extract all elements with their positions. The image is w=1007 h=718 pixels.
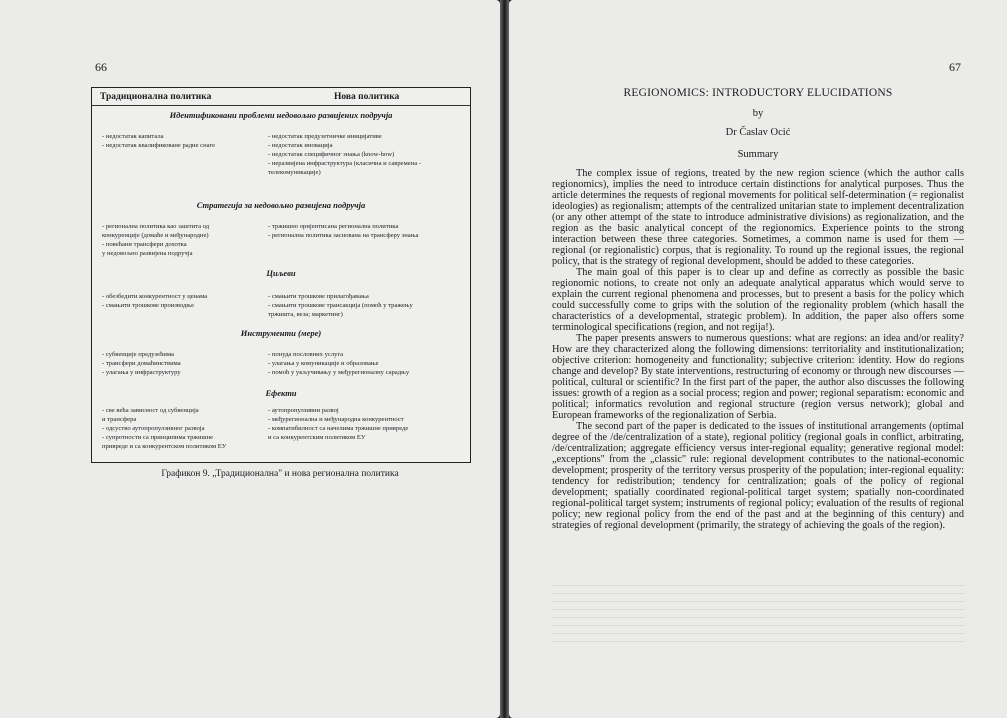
list-item: - смањити трошкове трансакција (помоћ у тражењу <box>268 302 413 309</box>
list-item: - понуда пословних услуга <box>268 351 344 358</box>
paragraph: The complex issue of regions, treated by the new region science (which the author calls regionomics), implies the need to introduce certain distinctions for analytical purposes. Thus the article determines the requests of regional movements for political self-determination (= regionalist ideologies) as regionalism; attempts of the centralized unitarian state to implement decentralization (or any other attempt of the state to introduce administrative divisions) as regionalization, and the region as the basic analytical concept of the regionomics. Experience points to the strong interaction between these three categories. Sometimes, a common name is used for them — regional (or regionalistic) corpus, that is regionality. To round up the regional issues, the regional policy, that is the strategy of regional development, should be added to these categories. <box>552 168 964 267</box>
list-item: - недостатак капитала <box>102 133 164 140</box>
author-name: Dr Časlav Ocić <box>725 127 791 138</box>
section-goals-left <box>102 292 262 310</box>
list-item: - недостатак иновација <box>268 142 333 149</box>
section-effects-left <box>102 406 262 451</box>
left-page <box>0 0 500 718</box>
byline-by: by <box>752 108 764 119</box>
section-instruments-left <box>102 350 262 377</box>
table-header-traditional: Традиционална политика <box>100 92 212 102</box>
list-item: - обезбедити конкурентност у ценама <box>102 293 208 300</box>
caption-text: Графикон 9. „Традиционална" и нова регионална политика <box>161 469 399 479</box>
list-item: - аутопропулзивни развој <box>268 407 339 414</box>
list-item: - повећани трансфери дохотка <box>102 241 187 248</box>
list-item: тржишта, веза; маркетинг) <box>268 311 343 318</box>
section-title-instruments: Инструменти (мере) <box>240 328 322 338</box>
list-item: - недостатак предузетничке иницијативе <box>268 133 382 140</box>
paragraph: The main goal of this paper is to clear up and define as correctly as possible the basic regionomic notions, to create not only an adequate analytical apparatus which would serve to explain the current regional phenomena and processes, but to present a basis for the policy which could successfully come to grips with the solution of the regionality problem (which hasall the characteristics of a developmental, strategic problem). In addition, the paper also offers some terminological specifications (region, and not regija!). <box>552 267 964 333</box>
summary-heading: Summary <box>737 149 779 160</box>
list-item: телекомуникације) <box>268 169 321 176</box>
figure-caption <box>0 469 500 479</box>
list-item: - све већа зависност од субвенција <box>102 407 199 414</box>
list-item: - недостатак квалификоване радне снаге <box>102 142 216 149</box>
section-title-goals: Циљеви <box>266 268 296 278</box>
header-divider <box>92 105 470 106</box>
paragraph: The paper presents answers to numerous questions: what are regions: an idea and/or reality? How are they characterized along the following dimensions: territoriality and institutionalization; objective criterion: homogeneity and functionality; subjective criterion: identity. How do regions change and develop? By state interventions, restructuring of economy or through new discourses — political, cultural or scientific? In the first part of the paper, the author also discusses the following issues: growth of a region as a social process; region and power; regional separatism: economic and political; informatics revolution and regional structure (region versus network); global and European frameworks of the regionalization of Serbia. <box>552 333 964 421</box>
list-item: - међурегионална и међународна конкурентност <box>268 416 404 423</box>
list-item: - смањити трошкове прилагођавања <box>268 293 369 300</box>
section-strategy-right <box>268 222 466 240</box>
article-title: REGIONOMICS: INTRODUCTORY ELUCIDATIONS <box>623 87 893 99</box>
section-title-problems: Идентификовани проблеми недовољно развијених подручја <box>169 110 393 120</box>
comparison-table <box>91 87 471 463</box>
section-effects-right <box>268 406 466 442</box>
list-item: - недостатак специфичног знања (know-how) <box>268 151 395 158</box>
page-number-right: 67 <box>949 60 961 74</box>
list-item: - компатибилност са начелима тржишне привреде <box>268 425 409 432</box>
list-item: и са конкурентским политиком ЕУ <box>268 434 366 441</box>
list-item: - регионална политика заснована на трансферу знања <box>268 232 419 239</box>
page-number-left: 66 <box>95 60 107 74</box>
list-item: - трансфери домаћинствима <box>102 360 181 367</box>
list-item: - смањити трошкове производње <box>102 302 195 309</box>
book-gutter <box>500 0 509 718</box>
list-item: - супротности са принципима тржишне <box>102 434 214 441</box>
section-title-effects: Ефекти <box>265 388 297 398</box>
list-item: - одсуство аутопропулзивног развоја <box>102 425 205 432</box>
list-item: и трансфера <box>102 416 137 423</box>
list-item: - регионална политика као заштита од <box>102 223 210 230</box>
list-item: - субвенције предузећима <box>102 351 174 358</box>
paragraph: The second part of the paper is dedicated to the issues of institutional arrangements (optimal degree of the /de/centralization of a state), regional politicy (regional goals in conflict, arbitrating, /de/centralization; aggregate efficiency versus inter-regional equality; generative regional model: „exceptions" from the „classic" rule: regional development contributes to the national-economic development; prosperity of the territory versus prosperity of the population; inter-regional equality: tendency for redistribution; tendency for centralization; goals of the policy of regional development; spatially coordinated regional-political target system; spatially non-coordinated regional-political target system; instruments of regional policy; evaluation of the results of regional policy; new regional policy from the end of the past and at the beginning of this century) and strategies of regional development (primarily, the strategy of achieving the goals of the region). <box>552 421 964 531</box>
section-strategy-left <box>102 222 262 258</box>
section-title-strategy: Стратегија за недовољно развијена подручја <box>196 200 366 210</box>
list-item: конкуренције (домаће и међународне) <box>102 232 209 239</box>
section-problems-left <box>102 132 262 150</box>
summary-body <box>552 168 964 531</box>
bleed-through-lines <box>552 578 964 668</box>
list-item: у недовољно развијена подручја <box>102 250 193 257</box>
section-instruments-right <box>268 350 466 377</box>
list-item: - неразвијена инфраструктура (класична и савремена - <box>268 160 421 167</box>
section-goals-right <box>268 292 466 319</box>
table-header-new: Нова политика <box>334 92 400 102</box>
list-item: - улагања у инфраструктуру <box>102 369 181 376</box>
list-item: привреде и са конкурентском политиком ЕУ <box>102 443 227 450</box>
section-problems-right <box>268 132 466 177</box>
right-page <box>509 0 1007 718</box>
list-item: - помоћ у укључивању у међурегионалну сарадњу <box>268 369 410 376</box>
list-item: - тржишно оријентисана регионална политика <box>268 223 399 230</box>
list-item: - улагања у комуникације и образовање <box>268 360 379 367</box>
